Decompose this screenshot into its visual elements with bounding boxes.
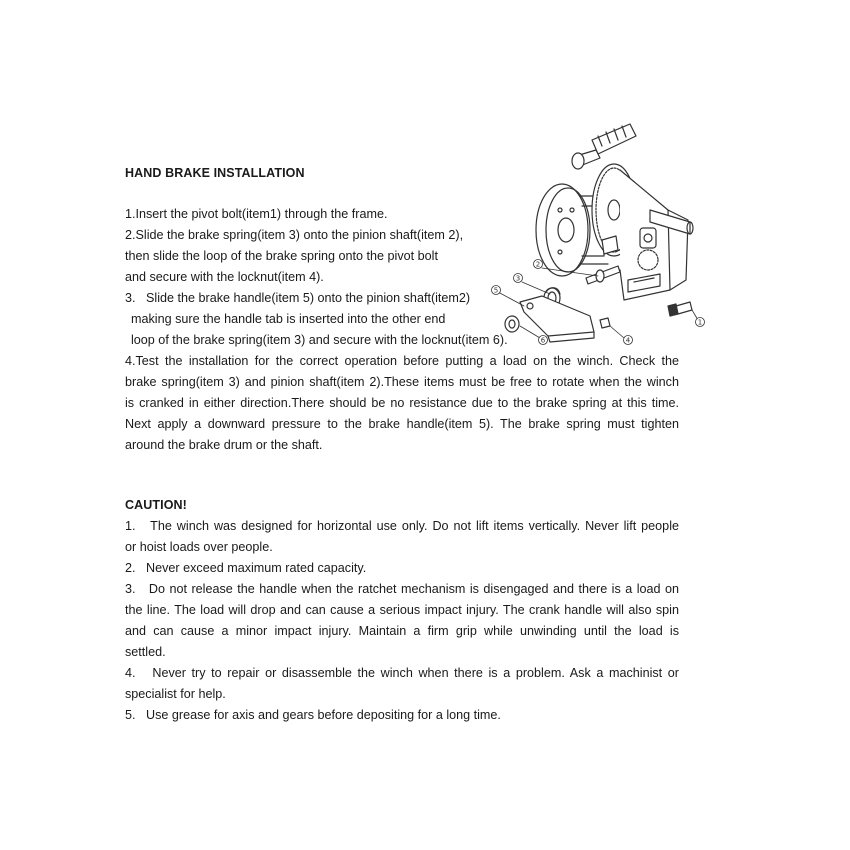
crank-handle-grip xyxy=(572,124,636,169)
caution-line-1: 1. The winch was designed for horizontal use only. Do not lift items vertically. Never lift people xyxy=(125,519,679,533)
caution-line-4: 3. Do not release the handle when the ratchet mechanism is disengaged and there is a load on xyxy=(125,582,679,596)
callout-5-label: 5 xyxy=(493,286,499,295)
caution-line-6: and can cause a minor impact injury. Maintain a firm grip while unwinding until the load is xyxy=(125,624,679,638)
caution-line-9: specialist for help. xyxy=(125,687,226,701)
callout-3-label: 3 xyxy=(515,274,521,283)
hand-brake-line-6: making sure the handle tab is inserted into the other end xyxy=(131,312,446,326)
caution-line-3: 2. Never exceed maximum rated capacity. xyxy=(125,561,367,575)
brake-handle xyxy=(520,296,594,342)
callout-6-label: 6 xyxy=(540,336,546,345)
winch-frame xyxy=(620,170,693,300)
hand-brake-line-11: Next apply a downward pressure to the brake handle(item 5). The brake spring must tighten xyxy=(125,417,679,431)
caution-line-7: settled. xyxy=(125,645,166,659)
pivot-bolt xyxy=(668,302,692,316)
hand-brake-line-2: 2.Slide the brake spring(item 3) onto the pinion shaft(item 2), xyxy=(125,228,464,242)
caution-line-8: 4. Never try to repair or disassemble the winch when there is a problem. Ask a machinist or xyxy=(125,666,679,680)
caution-line-2: or hoist loads over people. xyxy=(125,540,273,554)
hand-brake-line-9: brake spring(item 3) and pinion shaft(item 2).These items must be free to rotate when the winch xyxy=(125,375,679,389)
caution-line-10: 5. Use grease for axis and gears before depositing for a long time. xyxy=(125,708,501,722)
hand-brake-heading: HAND BRAKE INSTALLATION xyxy=(125,166,305,180)
callout-1-label: 1 xyxy=(697,318,703,327)
callout-4-label: 4 xyxy=(625,336,631,345)
pinion-shaft xyxy=(586,236,620,284)
hand-brake-line-3: then slide the loop of the brake spring onto the pivot bolt xyxy=(125,249,438,263)
hand-brake-line-10: is cranked in either direction.There should be no resistance due to the brake spring at this time. xyxy=(125,396,679,410)
winch-exploded-diagram xyxy=(490,110,710,355)
locknut-6 xyxy=(505,316,519,332)
hand-brake-line-5: 3. Slide the brake handle(item 5) onto the pinion shaft(item2) xyxy=(125,291,471,305)
hand-brake-line-12: around the brake drum or the shaft. xyxy=(125,438,323,452)
hand-brake-line-7: loop of the brake spring(item 3) and secure with the locknut(item 6). xyxy=(131,333,508,347)
hand-brake-line-8: 4.Test the installation for the correct operation before putting a load on the winch. Check the xyxy=(125,354,679,368)
hand-brake-line-1: 1.Insert the pivot bolt(item1) through the frame. xyxy=(125,207,388,221)
callout-2-label: 2 xyxy=(535,260,541,269)
locknut-4 xyxy=(600,318,610,328)
caution-heading: CAUTION! xyxy=(125,498,187,512)
hand-brake-line-4: and secure with the locknut(item 4). xyxy=(125,270,324,284)
caution-line-5: the line. The load will drop and can cause a serious impact injury. The crank handle will also spin xyxy=(125,603,679,617)
